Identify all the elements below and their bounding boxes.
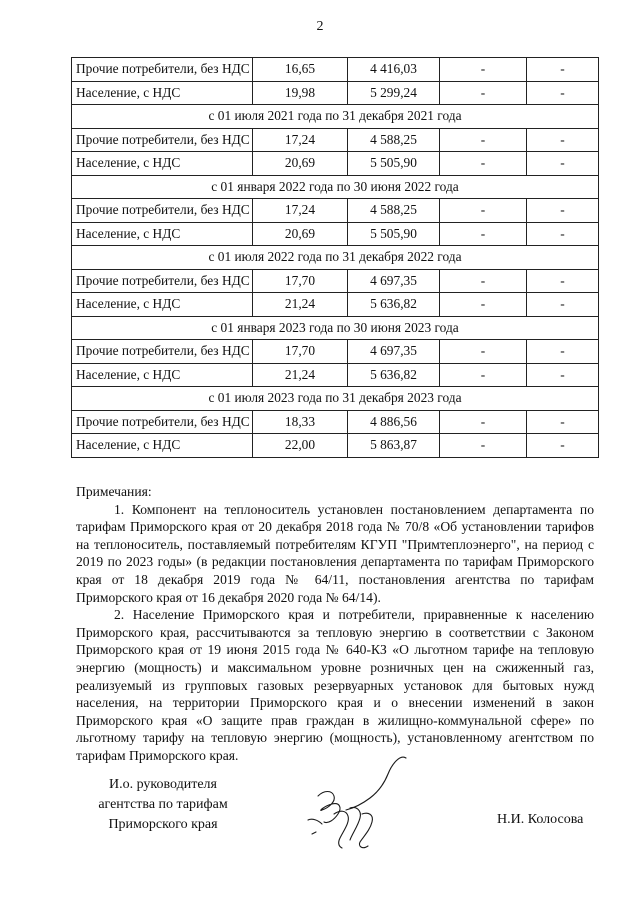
consumer-name-cell: Население, с НДС — [72, 363, 253, 387]
consumer-name-cell: Население, с НДС — [72, 434, 253, 458]
rate-cell: 17,70 — [253, 269, 348, 293]
consumer-name-cell: Прочие потребители, без НДС — [72, 410, 253, 434]
period-label: с 01 июля 2022 года по 31 декабря 2022 года — [72, 246, 599, 270]
empty-value-cell: - — [527, 152, 599, 176]
rate-cell: 17,70 — [253, 340, 348, 364]
amount-cell: 5 863,87 — [348, 434, 440, 458]
amount-cell: 5 505,90 — [348, 222, 440, 246]
consumer-name-cell: Прочие потребители, без НДС — [72, 128, 253, 152]
period-label: с 01 января 2023 года по 30 июня 2023 года — [72, 316, 599, 340]
table-row — [72, 128, 599, 152]
empty-value-cell: - — [440, 269, 527, 293]
table-row — [72, 410, 599, 434]
consumer-name-cell: Прочие потребители, без НДС — [72, 58, 253, 82]
empty-value-cell: - — [440, 340, 527, 364]
rate-cell: 20,69 — [253, 222, 348, 246]
consumer-name-cell: Население, с НДС — [72, 222, 253, 246]
empty-value-cell: - — [440, 81, 527, 105]
empty-value-cell: - — [527, 434, 599, 458]
table-row — [72, 152, 599, 176]
table-row — [72, 81, 599, 105]
rate-cell: 16,65 — [253, 58, 348, 82]
consumer-name-cell: Прочие потребители, без НДС — [72, 199, 253, 223]
empty-value-cell: - — [527, 363, 599, 387]
consumer-name-cell: Население, с НДС — [72, 152, 253, 176]
period-header-row — [72, 105, 599, 129]
empty-value-cell: - — [440, 363, 527, 387]
rate-cell: 18,33 — [253, 410, 348, 434]
table-row — [72, 269, 599, 293]
signer-title-line: И.о. руководителя — [108, 777, 217, 792]
empty-value-cell: - — [527, 128, 599, 152]
handwritten-signature — [288, 750, 428, 860]
consumer-name-cell: Население, с НДС — [72, 81, 253, 105]
table-row — [72, 199, 599, 223]
rate-cell: 21,24 — [253, 293, 348, 317]
empty-value-cell: - — [440, 199, 527, 223]
empty-value-cell: - — [440, 58, 527, 82]
empty-value-cell: - — [527, 222, 599, 246]
table-row — [72, 363, 599, 387]
amount-cell: 4 697,35 — [348, 269, 440, 293]
rate-cell: 17,24 — [253, 199, 348, 223]
consumer-name-cell: Прочие потребители, без НДС — [72, 340, 253, 364]
rate-cell: 20,69 — [253, 152, 348, 176]
empty-value-cell: - — [527, 81, 599, 105]
amount-cell: 4 588,25 — [348, 199, 440, 223]
table-row — [72, 340, 599, 364]
empty-value-cell: - — [440, 410, 527, 434]
empty-value-cell: - — [440, 222, 527, 246]
rate-cell: 17,24 — [253, 128, 348, 152]
amount-cell: 4 886,56 — [348, 410, 440, 434]
consumer-name-cell: Прочие потребители, без НДС — [72, 269, 253, 293]
consumer-name-cell: Население, с НДС — [72, 293, 253, 317]
empty-value-cell: - — [527, 293, 599, 317]
amount-cell: 4 416,03 — [348, 58, 440, 82]
empty-value-cell: - — [527, 269, 599, 293]
amount-cell: 4 588,25 — [348, 128, 440, 152]
amount-cell: 4 697,35 — [348, 340, 440, 364]
empty-value-cell: - — [440, 434, 527, 458]
notes-heading: Примечания: — [76, 484, 152, 499]
period-header-row — [72, 316, 599, 340]
note-item: 1. Компонент на теплоноситель установлен постановлением департамента по тарифам Приморского края от 20 декабря 2018 года № 70/8 «Об установлении тарифов на теплоноситель, поставляемый потребителям КГУП "Примтеплоэнерго", на период с 2019 по 2023 годы» (в редакции постановления департамента по тарифам Приморского края от 18 декабря 2019 года № 64/11, постановления агентства по тарифам Приморского края от 16 декабря 2020 года № 64/14). — [76, 501, 594, 605]
signer-title-line: Приморского края — [108, 817, 218, 832]
amount-cell: 5 636,82 — [348, 293, 440, 317]
amount-cell: 5 636,82 — [348, 363, 440, 387]
period-header-row — [72, 175, 599, 199]
table-row — [72, 58, 599, 82]
empty-value-cell: - — [527, 199, 599, 223]
period-header-row — [72, 387, 599, 411]
table-row — [72, 222, 599, 246]
period-header-row — [72, 246, 599, 270]
table-row — [72, 434, 599, 458]
signer-title-line: агентства по тарифам — [98, 797, 228, 812]
empty-value-cell: - — [527, 58, 599, 82]
empty-value-cell: - — [440, 128, 527, 152]
period-label: с 01 июля 2021 года по 31 декабря 2021 года — [72, 105, 599, 129]
page-number: 2 — [316, 19, 324, 34]
table-row — [72, 293, 599, 317]
empty-value-cell: - — [527, 410, 599, 434]
tariff-table — [71, 57, 599, 458]
period-label: с 01 января 2022 года по 30 июня 2022 года — [72, 175, 599, 199]
amount-cell: 5 299,24 — [348, 81, 440, 105]
rate-cell: 19,98 — [253, 81, 348, 105]
empty-value-cell: - — [440, 152, 527, 176]
rate-cell: 21,24 — [253, 363, 348, 387]
signer-title — [73, 775, 253, 835]
period-label: с 01 июля 2023 года по 31 декабря 2023 года — [72, 387, 599, 411]
empty-value-cell: - — [440, 293, 527, 317]
rate-cell: 22,00 — [253, 434, 348, 458]
note-item: 2. Население Приморского края и потребители, приравненные к населению Приморского края, рассчитываются за тепловую энергию в соответствии с Законом Приморского края от 19 июня 2015 года № 640-КЗ «О льготном тарифе на тепловую энергию (мощность) и максимальном уровне розничных цен на сжиженный газ, реализуемый из групповых газовых резервуарных установок для бытовых нужд населения, на территории Приморского края и о внесении изменений в закон Приморского края «О защите прав граждан в жилищно-коммунальной сфере» по льготному тарифу на тепловую энергию (мощность), установленному агентством по тарифам Приморского края. — [76, 607, 594, 763]
notes-block — [76, 483, 594, 765]
signer-name: Н.И. Колосова — [497, 812, 584, 827]
amount-cell: 5 505,90 — [348, 152, 440, 176]
empty-value-cell: - — [527, 340, 599, 364]
